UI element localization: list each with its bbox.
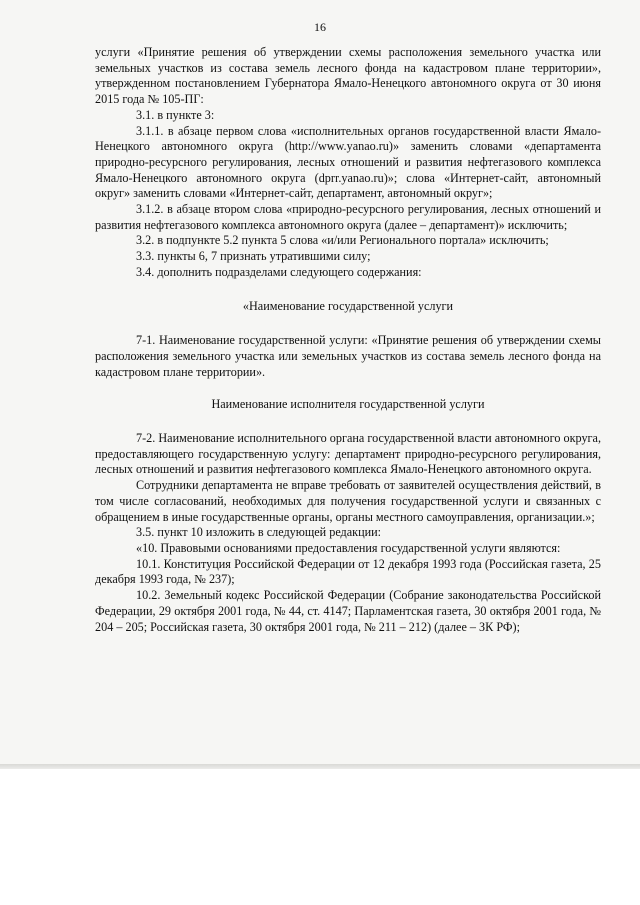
document-body	[95, 45, 601, 635]
paragraph-3-1-2: 3.1.2. в абзаце втором слова «природно-ресурсного регулирования, лесных отношений и развития нефтегазового комплекса автономного округа (далее – департамент)» исключить;	[95, 202, 601, 232]
paragraph-10: «10. Правовыми основаниями предоставления государственной услуги являются:	[136, 540, 561, 555]
paragraph-3-5: 3.5. пункт 10 изложить в следующей редакции:	[136, 525, 382, 540]
paragraph-3-1-1: 3.1.1. в абзаце первом слова «исполнительных органов государственной власти Ямало-Ненецкого автономного округа (http://www.yanao.ru)» заменить словами «департамента природно-ресурсного регулирования, лесных отношений и развития нефтегазового комплекса Ямало-Ненецкого автономного округа (dprr.yanao.ru)»; слова «Интернет-сайт, автономный округ» заменить словами «Интернет-сайт, департамент, автономный округ»;	[95, 123, 601, 201]
paragraph-10-2: 10.2. Земельный кодекс Российской Федерации (Собрание законодательства Российской Федерации, 29 октября 2001 года, № 44, ст. 4147; Парламентская газета, 30 октября 2001 года, № 204 – 205; Российская газета, 30 октября 2001 года, № 211 – 212) (далее – ЗК РФ);	[95, 588, 601, 634]
paragraph-10-1: 10.1. Конституция Российской Федерации от 12 декабря 1993 года (Российская газета, 25 декабря 1993 года, № 237);	[95, 556, 601, 587]
paragraph-7-2: 7-2. Наименование исполнительного органа государственной власти автономного округа, предоставляющего государственную услугу: департамент природно-ресурсного регулирования, лесных отношений и развития нефтегазового комплекса Ямало-Ненецкого автономного округа.	[95, 431, 601, 477]
paragraph-7-1: 7-1. Наименование государственной услуги: «Принятие решения об утверждении схемы расположения земельного участка или земельных участков из состава земель лесного фонда на кадастровом плане территории».	[95, 333, 601, 379]
section-heading-service-name: «Наименование государственной услуги	[242, 298, 454, 313]
scan-edge	[0, 764, 640, 769]
page-number: 16	[314, 20, 326, 34]
paragraph-3-1: 3.1. в пункте 3:	[136, 107, 215, 122]
paragraph-3-2: 3.2. в подпункте 5.2 пункта 5 слова «и/или Регионального портала» исключить;	[136, 233, 549, 248]
paragraph-3-4: 3.4. дополнить подразделами следующего содержания:	[136, 264, 422, 279]
paragraph-intro: услуги «Принятие решения об утверждении схемы расположения земельного участка или земельных участков из состава земель лесного фонда на кадастровом плане территории», утвержденном постановлением Губернатора Ямало-Ненецкого автономного округа от 30 июня 2015 года № 105-ПГ:	[95, 45, 601, 107]
paragraph-staff: Сотрудники департамента не вправе требовать от заявителей осуществления действий, в том числе согласований, необходимых для получения государственной услуги и связанных с обращением в иные государственные органы, органы местного самоуправления, организации.»;	[95, 478, 601, 524]
paragraph-3-3: 3.3. пункты 6, 7 признать утратившими силу;	[136, 249, 371, 264]
section-heading-service-executor: Наименование исполнителя государственной услуги	[211, 397, 485, 412]
